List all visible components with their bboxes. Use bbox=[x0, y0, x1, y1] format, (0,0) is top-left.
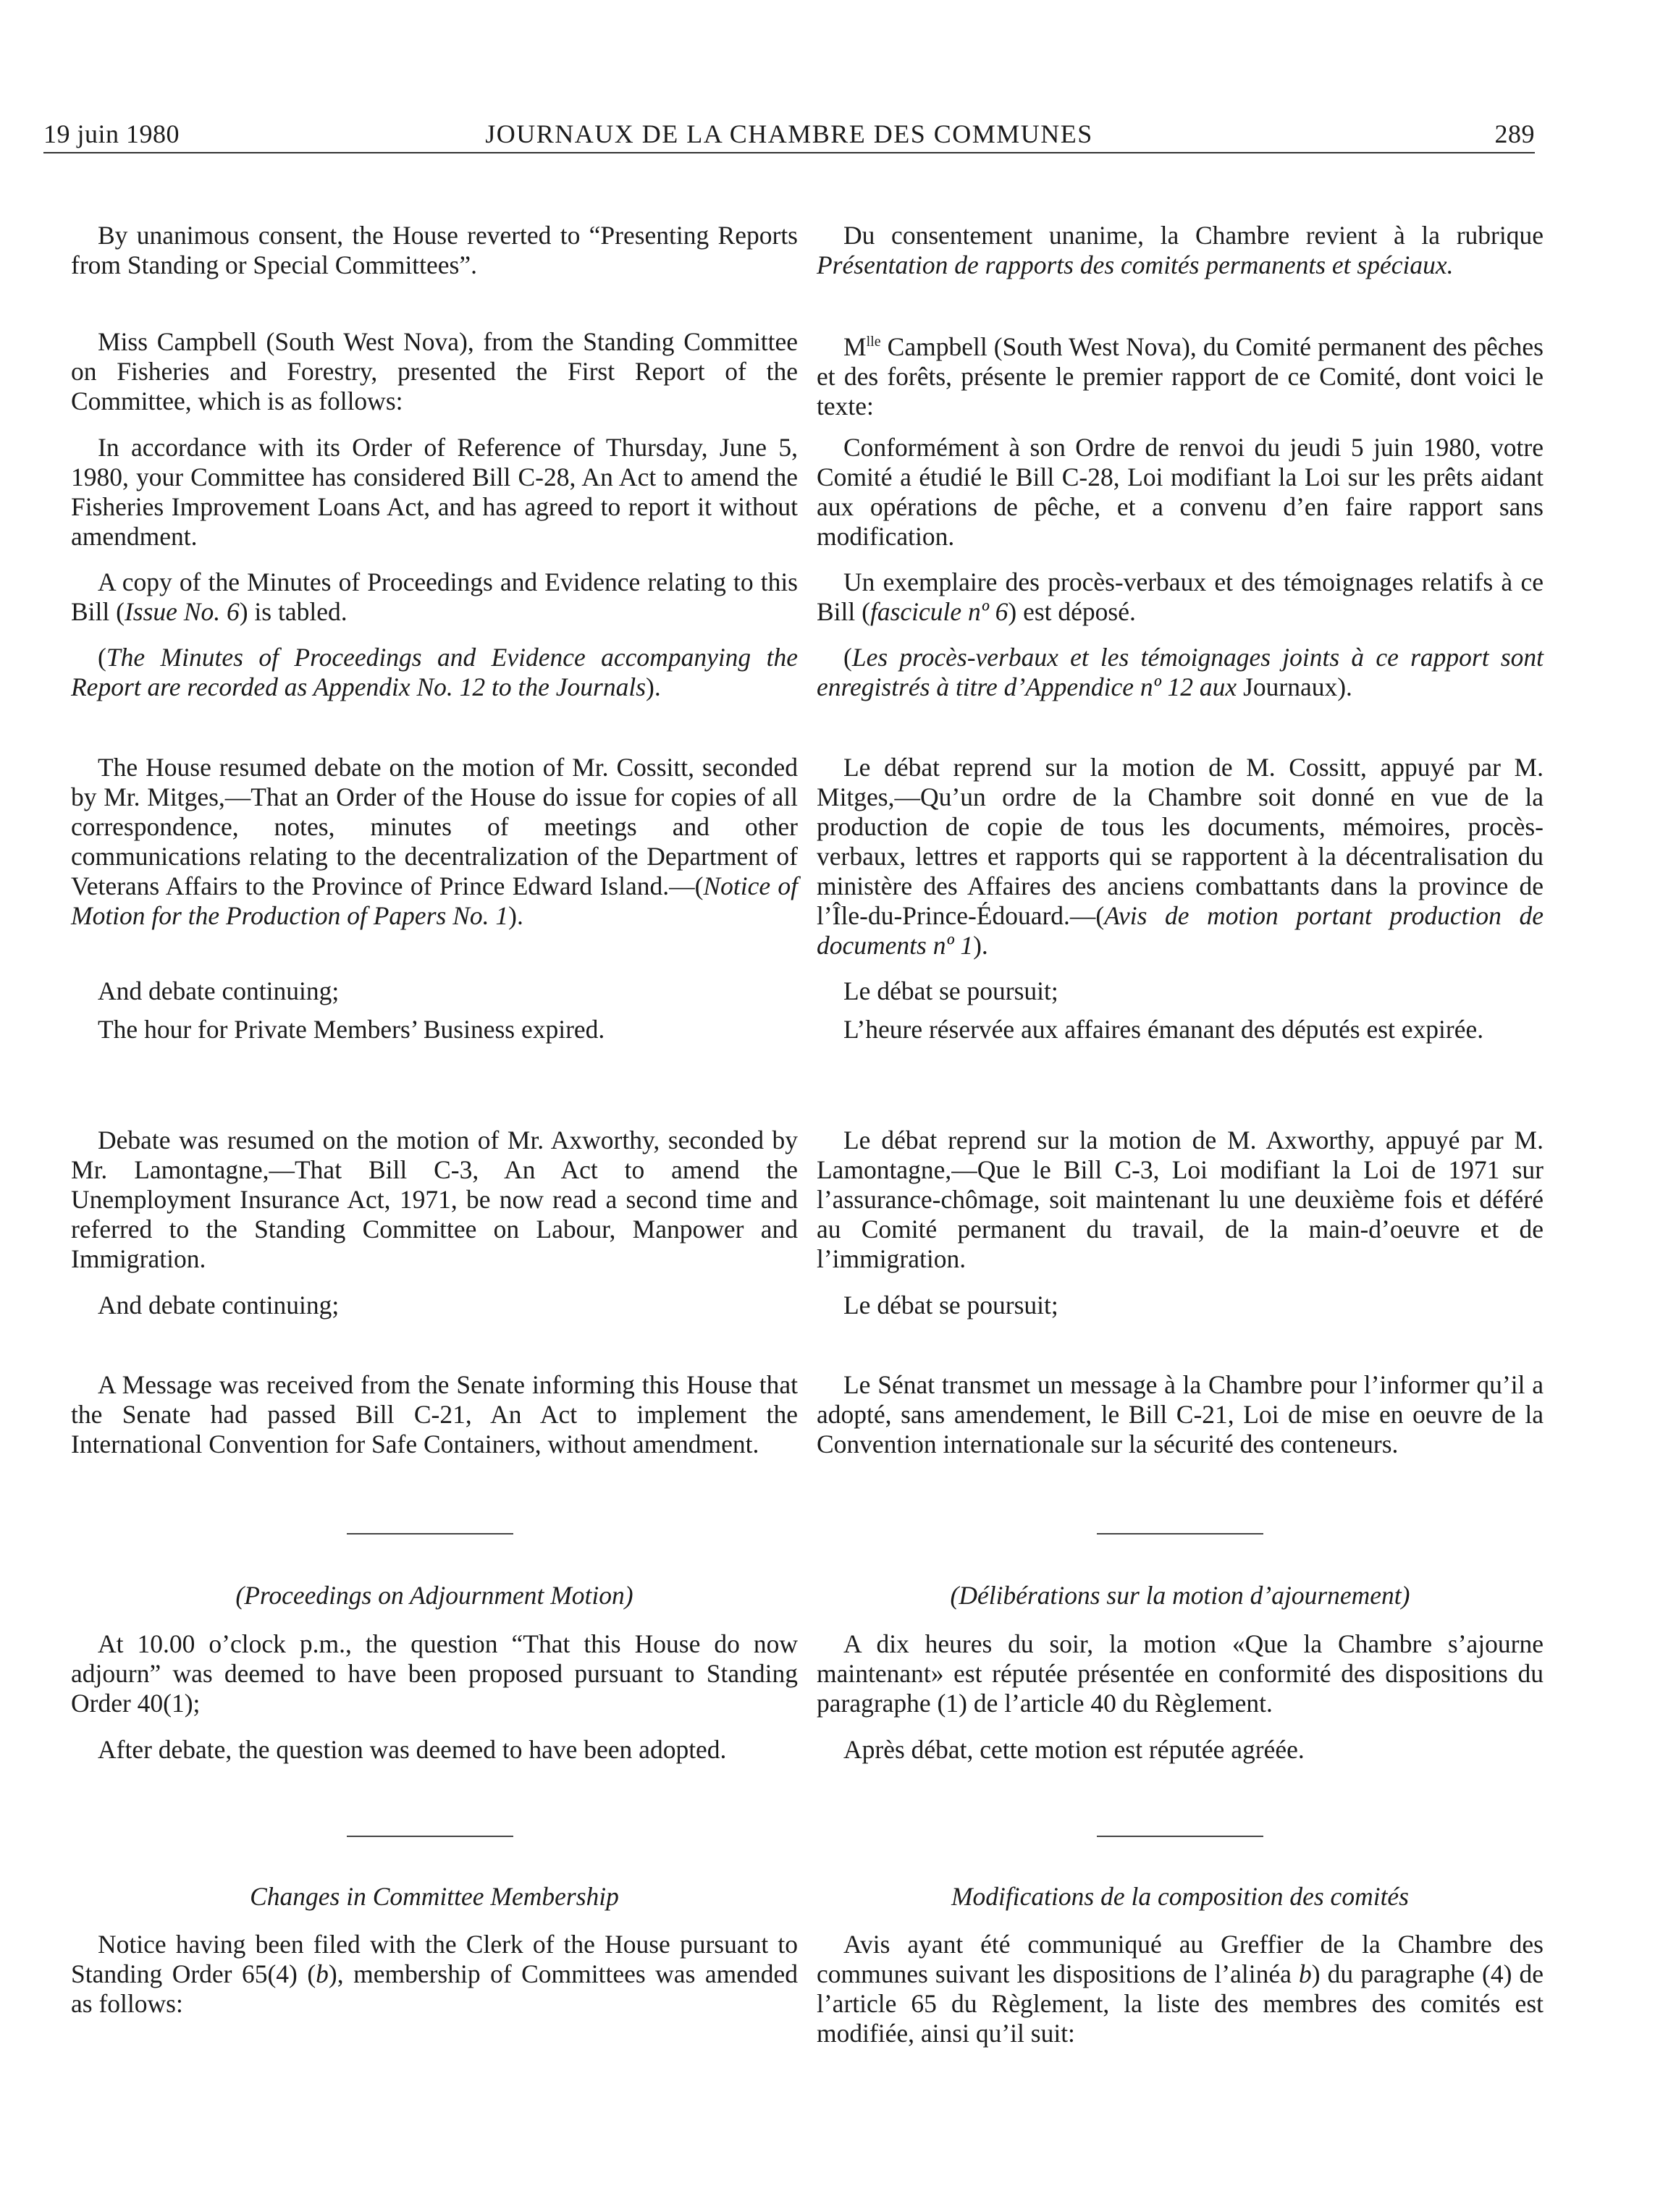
hour-expired-paragraph-fr: L’heure réservée aux affaires émanant des députés est expirée. bbox=[843, 1015, 1484, 1044]
copy-tabled-paragraph-fr: Un exemplaire des procès-verbaux et des témoignages relatifs à ce Bill (fascicule nº 6) est déposé. bbox=[817, 567, 1544, 626]
senate-message-paragraph-fr: Le Sénat transmet un message à la Chambre pour l’informer qu’il a adopté, sans amendement, le Bill C-21, Loi de mise en oeuvre de la Convention internationale sur la sécurité des conteneurs. bbox=[817, 1370, 1544, 1459]
section-divider bbox=[347, 1533, 513, 1535]
adjournment-heading-fr: (Délibérations sur la motion d’ajournement) bbox=[950, 1581, 1410, 1610]
debate-continuing-paragraph: And debate continuing; bbox=[98, 1291, 340, 1320]
minutes-note-paragraph-fr: (Les procès-verbaux et les témoignages joints à ce rapport sont enregistrés à titre d’Appendice nº 12 aux Journaux). bbox=[817, 643, 1544, 701]
reverted-paragraph-fr: Du consentement unanime, la Chambre revient à la rubrique Présentation de rapports des comités permanents et spéciaux. bbox=[817, 221, 1544, 279]
debate-continuing-paragraph-fr: Le débat se poursuit; bbox=[843, 976, 1058, 1005]
axworthy-motion-paragraph-fr: Le débat reprend sur la motion de M. Axworthy, appuyé par M. Lamontagne,—Que le Bill C-3, Loi modifiant la Loi de 1971 sur l’assurance-chômage, soit maintenant lu une deuxième fois et déféré au Comité permanent du travail, de la main-d’oeuvre et de l’immigration. bbox=[817, 1126, 1544, 1273]
page-number: 289 bbox=[1494, 119, 1535, 148]
section-divider bbox=[1097, 1533, 1263, 1535]
campbell-paragraph: Miss Campbell (South West Nova), from the Standing Committee on Fisheries and Forestry, presented the First Report of the Committee, which is as follows: bbox=[71, 327, 798, 415]
adjournment-heading: (Proceedings on Adjournment Motion) bbox=[235, 1581, 633, 1610]
adjournment-question-paragraph-fr: A dix heures du soir, la motion «Que la Chambre s’ajourne maintenant» est réputée présentée en conformité des dispositions du paragraphe (1) de l’article 40 du Règlement. bbox=[817, 1629, 1544, 1718]
adjournment-adopted-paragraph-fr: Après débat, cette motion est réputée agréée. bbox=[843, 1735, 1305, 1764]
section-divider bbox=[1097, 1836, 1263, 1837]
notice-filed-paragraph: Notice having been filed with the Clerk of the House pursuant to Standing Order 65(4) (b), membership of Committees was amended as follows: bbox=[71, 1930, 798, 2018]
adjournment-adopted-paragraph: After debate, the question was deemed to have been adopted. bbox=[98, 1735, 727, 1764]
debate-continuing-paragraph-fr: Le débat se poursuit; bbox=[843, 1291, 1058, 1320]
header-date: 19 juin 1980 bbox=[43, 119, 180, 148]
adjournment-question-paragraph: At 10.00 o’clock p.m., the question “That this House do now adjourn” was deemed to have been proposed pursuant to Standing Order 40(1); bbox=[71, 1629, 798, 1718]
cossitt-motion-paragraph: The House resumed debate on the motion of Mr. Cossitt, seconded by Mr. Mitges,—That an Order of the House do issue for copies of all correspondence, notes, minutes of meetings and other communications relating to the decentralization of the Department of Veterans Affairs to the Province of Prince Edward Island.—(Notice of Motion for the Production of Papers No. 1). bbox=[71, 753, 799, 930]
axworthy-motion-paragraph: Debate was resumed on the motion of Mr. Axworthy, seconded by Mr. Lamontagne,—That Bill C-3, An Act to amend the Unemployment Insurance Act, 1971, be now read a second time and referred to the Standing Committee on Labour, Manpower and Immigration. bbox=[71, 1126, 798, 1273]
reverted-paragraph: By unanimous consent, the House reverted to “Presenting Reports from Standing or Special Committees”. bbox=[71, 221, 798, 279]
notice-filed-paragraph-fr: Avis ayant été communiqué au Greffier de la Chambre des communes suivant les dispositions de l’alinéa b) du paragraphe (4) de l’article 65 du Règlement, la liste des membres des comités est modifiée, ainsi qu’il suit: bbox=[817, 1930, 1544, 2048]
committee-changes-heading: Changes in Committee Membership bbox=[250, 1882, 619, 1911]
hour-expired-paragraph: The hour for Private Members’ Business expired. bbox=[98, 1015, 605, 1044]
section-divider bbox=[347, 1836, 513, 1837]
campbell-paragraph-fr: $M^{lle}$ Campbell (South West Nova), du Comité permanent des pêches et des forêts, présente le premier rapport de ce Comité, dont voici le texte: bbox=[817, 332, 1544, 421]
report-text-paragraph: In accordance with its Order of Reference of Thursday, June 5, 1980, your Committee has considered Bill C-28, An Act to amend the Fisheries Improvement Loans Act, and has agreed to report it without amendment. bbox=[71, 433, 798, 551]
cossitt-motion-paragraph-fr: Le débat reprend sur la motion de M. Cossitt, appuyé par M. Mitges,—Qu’un ordre de la Chambre soit donné en vue de la production de copie de tous les documents, mémoires, procès-verbaux, lettres et rapports qui se rapportent à la décentralisation du ministère des Affaires des anciens combattants dans la province de l’Île-du-Prince-Édouard.—(Avis de motion portant production de documents nº 1). bbox=[817, 753, 1544, 960]
copy-tabled-paragraph: A copy of the Minutes of Proceedings and Evidence relating to this Bill (Issue No. 6) is tabled. bbox=[71, 567, 798, 626]
debate-continuing-paragraph: And debate continuing; bbox=[98, 976, 340, 1005]
header-title: JOURNAUX DE LA CHAMBRE DES COMMUNES bbox=[485, 119, 1093, 148]
committee-changes-heading-fr: Modifications de la composition des comités bbox=[951, 1882, 1409, 1911]
report-text-paragraph-fr: Conformément à son Ordre de renvoi du jeudi 5 juin 1980, votre Comité a étudié le Bill C-28, Loi modifiant la Loi sur les prêts aidant aux opérations de pêche, et a convenu d’en faire rapport sans modification. bbox=[817, 433, 1544, 551]
senate-message-paragraph: A Message was received from the Senate informing this House that the Senate had passed Bill C-21, An Act to implement the International Convention for Safe Containers, without amendment. bbox=[71, 1370, 798, 1459]
running-header bbox=[43, 116, 1535, 153]
minutes-note-paragraph: (The Minutes of Proceedings and Evidence accompanying the Report are recorded as Appendix No. 12 to the Journals). bbox=[71, 643, 798, 701]
